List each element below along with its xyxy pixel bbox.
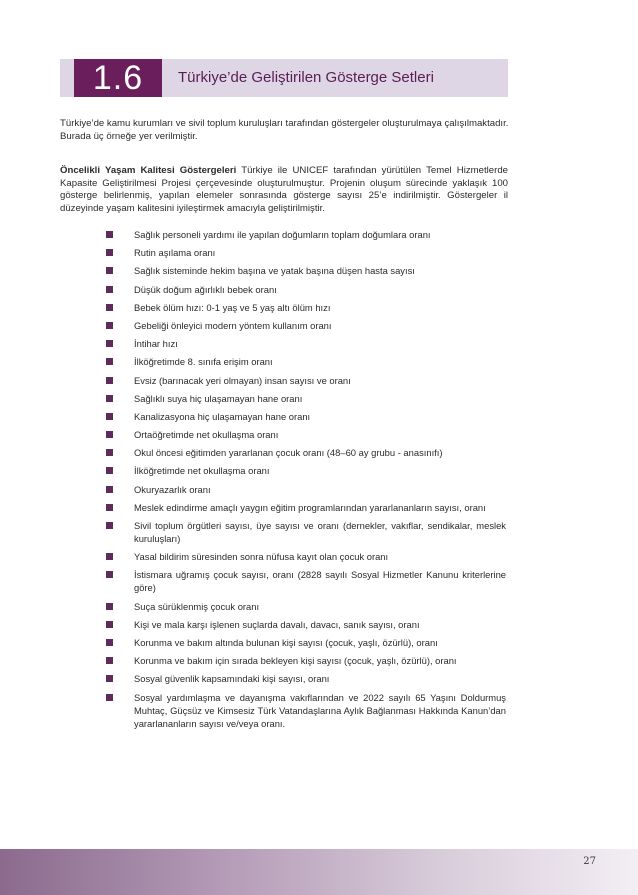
indicator-text: Korunma ve bakım için sırada bekleyen kişi sayısı (çocuk, yaşlı, özürlü), oranı: [134, 655, 457, 667]
indicator-text: Sağlık personeli yardımı ile yapılan doğumların toplam doğumlara oranı: [134, 229, 431, 240]
indicator-item: [106, 446, 506, 459]
indicator-item: [106, 264, 506, 277]
indicator-item: [106, 410, 506, 423]
indicator-text: Düşük doğum ağırlıklı bebek oranı: [134, 283, 277, 295]
indicator-item: [106, 636, 506, 649]
square-bullet-icon: [106, 675, 113, 682]
indicator-item: [106, 374, 506, 387]
square-bullet-icon: [106, 377, 113, 384]
page-number: 27: [583, 856, 596, 867]
square-bullet-icon: [106, 413, 113, 420]
indicator-text: Yasal bildirim süresinden sonra nüfusa kayıt olan çocuk oranı: [134, 551, 389, 563]
square-bullet-icon: [106, 304, 113, 311]
square-bullet-icon: [106, 467, 113, 474]
intro-paragraph: Türkiye’de kamu kurumları ve sivil toplum kuruluşları tarafından göstergeler oluşturulmaya çalışılmaktadır. Burada üç örneğe yer verilmiştir.: [60, 118, 509, 142]
indicator-item: [106, 550, 506, 563]
indicator-text: Meslek edindirme amaçlı yaygın eğitim programlarından yararlananların sayısı, oranı: [134, 501, 486, 513]
indicator-item: [106, 301, 506, 314]
indicator-item: [106, 568, 506, 594]
square-bullet-icon: [106, 621, 113, 628]
indicator-text: Kanalizasyona hiç ulaşamayan hane oranı: [134, 410, 311, 422]
indicator-item: [106, 483, 506, 496]
square-bullet-icon: [106, 340, 113, 347]
indicator-item: [106, 519, 506, 545]
indicator-item: [106, 691, 506, 730]
square-bullet-icon: [106, 486, 113, 493]
indicator-text: Evsiz (barınacak yeri olmayan) insan sayısı ve oranı: [134, 374, 351, 386]
indicator-item: [106, 618, 506, 631]
indicator-text: İlköğretimde net okullaşma oranı: [134, 465, 270, 477]
indicator-item: [106, 672, 506, 685]
paragraph-text: Türkiye ile UNICEF tarafından yürütülen Temel Hizmetlerde Kapasite Geliştirilmesi Projesi çerçevesinde oluşturulmuştur. Projenin oluşum sürecinde yaklaşık 100 gösterge belirlenmiş, yapılan elemeler sonrasında gösterge sayısı 25’e indirilmiştir. Göstergeler il düzeyinde yaşam kalitesini iyileştirmek amacıyla geliştirilmiştir.: [60, 165, 508, 214]
indicator-text: Sosyal güvenlik kapsamındaki kişi sayısı, oranı: [134, 673, 330, 685]
indicator-text: Okul öncesi eğitimden yararlanan çocuk oranı (48–60 ay grubu - anasınıfı): [134, 447, 443, 459]
square-bullet-icon: [106, 694, 113, 701]
indicator-text: Sivil toplum örgütleri sayısı, üye sayısı ve oranı (dernekler, vakıflar, sendikalar, meslek kuruluşları): [134, 520, 506, 544]
body-paragraph: [60, 165, 508, 215]
square-bullet-icon: [106, 231, 113, 238]
indicator-text: İlköğretimde 8. sınıfa erişim oranı: [134, 356, 273, 368]
indicator-item: [106, 319, 506, 332]
indicator-item: [106, 283, 506, 296]
indicator-text: Okuryazarlık oranı: [134, 483, 211, 495]
indicator-item: [106, 654, 506, 667]
square-bullet-icon: [106, 267, 113, 274]
square-bullet-icon: [106, 504, 113, 511]
indicator-text: Sağlık sisteminde hekim başına ve yatak başına düşen hasta sayısı: [134, 265, 415, 277]
indicator-item: [106, 464, 506, 477]
indicator-item: [106, 337, 506, 350]
indicator-item: [106, 228, 506, 241]
square-bullet-icon: [106, 249, 113, 256]
square-bullet-icon: [106, 431, 113, 438]
square-bullet-icon: [106, 449, 113, 456]
section-number: 1.6: [74, 59, 162, 97]
indicator-text: Korunma ve bakım altında bulunan kişi sayısı (çocuk, yaşlı, özürlü), oranı: [134, 636, 438, 648]
indicator-item: [106, 392, 506, 405]
indicator-item: [106, 501, 506, 514]
indicator-text: Sosyal yardımlaşma ve dayanışma vakıflarından ve 2022 sayılı 65 Yaşını Doldurmuş Muhtaç, Güçsüz ve Kimsesiz Türk Vatandaşlarına Aylık Bağlanması Hakkında Kanun’dan yararlananların sayısı ve/veya oranı.: [134, 691, 506, 729]
indicator-text: İntihar hızı: [134, 338, 178, 350]
indicator-item: [106, 355, 506, 368]
paragraph-bold-lead: Öncelikli Yaşam Kalitesi Göstergeleri: [60, 165, 237, 176]
square-bullet-icon: [106, 358, 113, 365]
square-bullet-icon: [106, 553, 113, 560]
square-bullet-icon: [106, 639, 113, 646]
square-bullet-icon: [106, 603, 113, 610]
indicator-item: [106, 246, 506, 259]
indicator-text: Bebek ölüm hızı: 0-1 yaş ve 5 yaş altı ölüm hızı: [134, 301, 331, 313]
square-bullet-icon: [106, 395, 113, 402]
indicator-text: Suça sürüklenmiş çocuk oranı: [134, 600, 260, 612]
indicator-text: Gebeliği önleyici modern yöntem kullanım oranı: [134, 319, 332, 331]
indicator-item: [106, 600, 506, 613]
square-bullet-icon: [106, 571, 113, 578]
indicator-text: Rutin aşılama oranı: [134, 247, 216, 259]
indicator-text: Sağlıklı suya hiç ulaşamayan hane oranı: [134, 392, 303, 404]
indicator-item: [106, 428, 506, 441]
square-bullet-icon: [106, 657, 113, 664]
footer-band: [0, 849, 638, 895]
square-bullet-icon: [106, 286, 113, 293]
section-title: Türkiye’de Geliştirilen Gösterge Setleri: [178, 69, 434, 86]
indicator-text: İstismara uğramış çocuk sayısı, oranı (2828 sayılı Sosyal Hizmetler Kanunu kriterlerine göre): [134, 569, 506, 594]
indicator-text: Ortaöğretimde net okullaşma oranı: [134, 429, 279, 441]
indicator-text: Kişi ve mala karşı işlenen suçlarda davalı, davacı, sanık sayısı, oranı: [134, 618, 420, 630]
square-bullet-icon: [106, 522, 113, 529]
indicator-list: [106, 228, 506, 735]
square-bullet-icon: [106, 322, 113, 329]
